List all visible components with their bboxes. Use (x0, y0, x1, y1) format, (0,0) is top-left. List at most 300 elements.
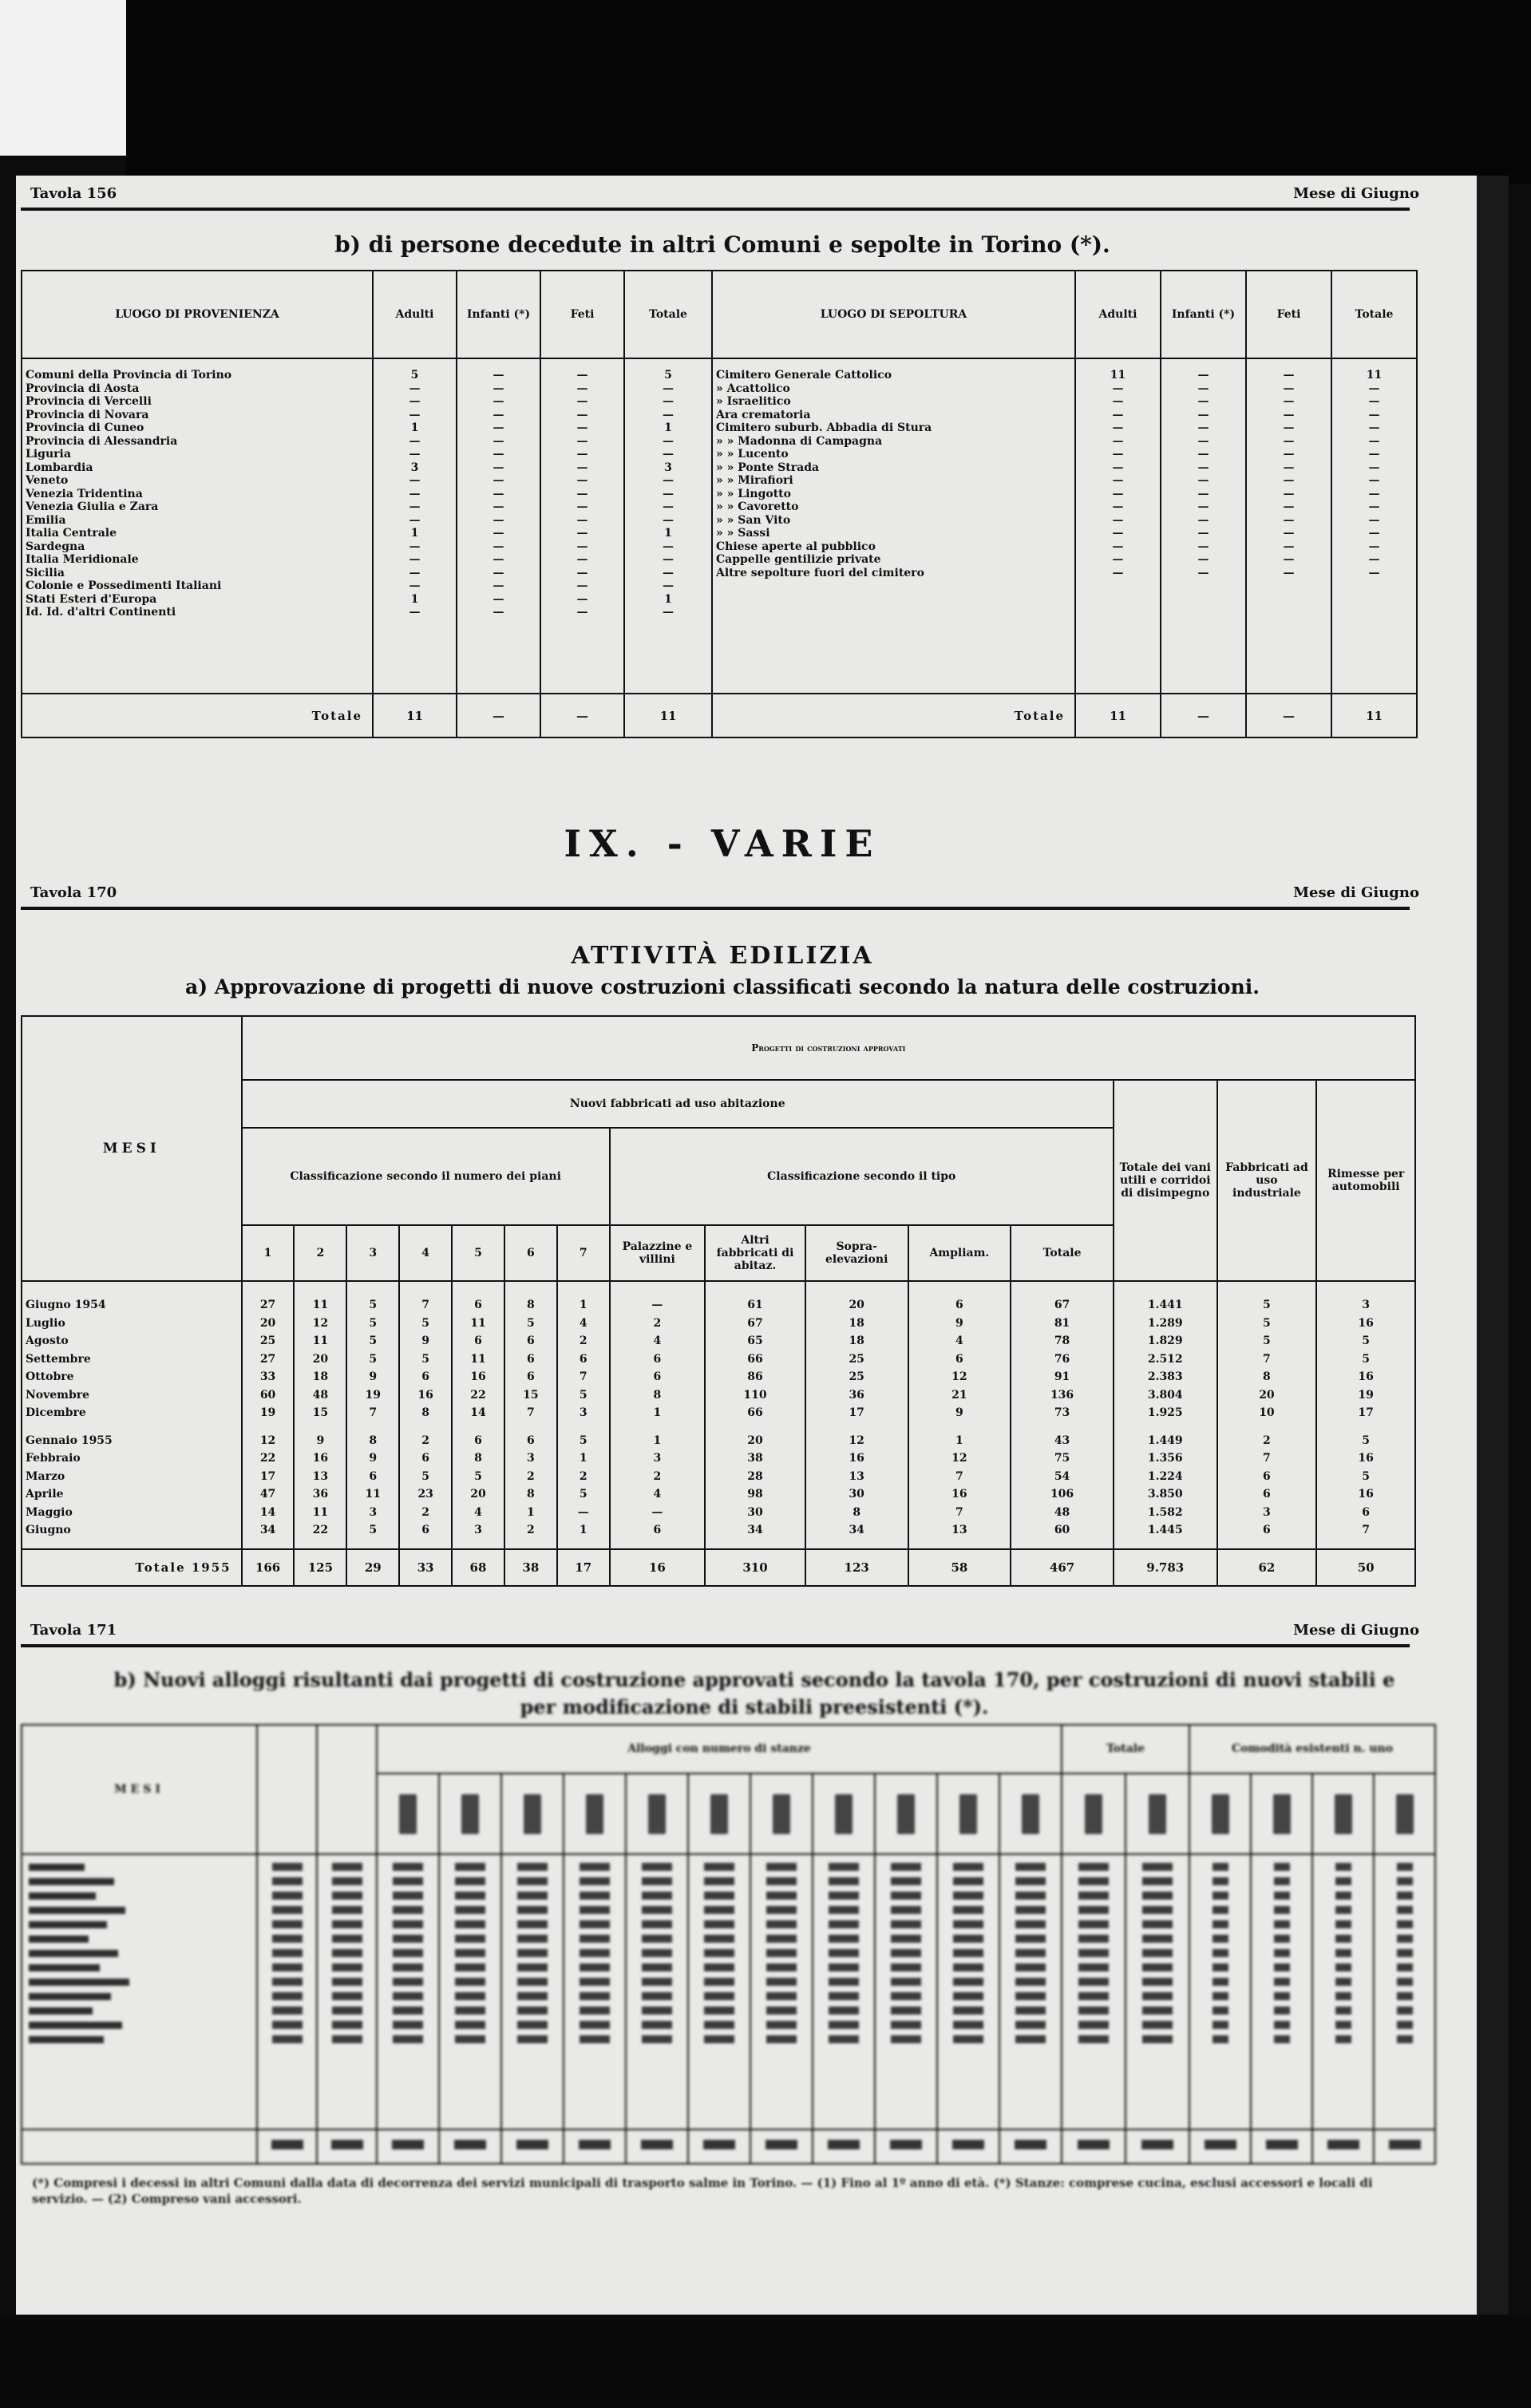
col-burial-adulti: Adulti (1075, 271, 1161, 358)
list-entry: Provincia di Novara (26, 408, 149, 421)
building-cell: 8 (1263, 1370, 1271, 1383)
building-cell: 1 (579, 1524, 587, 1536)
building-cell: 1.441 (1147, 1299, 1183, 1311)
building-cell: 1.289 (1147, 1316, 1183, 1330)
building-cell: 17 (259, 1469, 276, 1483)
building-cell: 5 (421, 1316, 429, 1330)
building-cell: 5 (369, 1352, 378, 1366)
dwellings-subheader-cell (377, 1773, 439, 1854)
dwellings-cell (750, 1854, 813, 2129)
building-cell: 6 (526, 1352, 535, 1366)
list-entry: — (1368, 408, 1380, 421)
dwellings-cell (257, 1854, 317, 2129)
list-entry: — (1197, 553, 1209, 566)
floor-4: 4 (399, 1225, 452, 1281)
building-value-column (1114, 1281, 1217, 1549)
building-cell: 1.829 (1147, 1334, 1183, 1347)
dwellings-subheader-cell (1126, 1773, 1189, 1854)
list-entry: — (1283, 434, 1295, 448)
new-buildings-header: Nuovi fabbricati ad uso abitazione (242, 1080, 1114, 1128)
origin-total-totale: 11 (624, 694, 712, 737)
building-cell: 9 (369, 1370, 378, 1383)
building-total-cell: 68 (452, 1549, 504, 1586)
vani-header: Totale dei vani utili e corridoi di disimpegno (1114, 1080, 1217, 1281)
dwellings-cell (688, 1854, 750, 2129)
list-entry: — (409, 395, 421, 408)
building-cell: 12 (259, 1433, 276, 1447)
list-entry: » » Sassi (716, 527, 770, 540)
table171-blurred-area (16, 1724, 1421, 2167)
building-cell: 11 (470, 1352, 486, 1366)
list-entry: — (1283, 395, 1295, 408)
building-total-cell: 166 (242, 1549, 295, 1586)
list-entry: — (409, 448, 421, 461)
dwellings-cell (22, 1854, 257, 2129)
building-cell: 1.582 (1147, 1505, 1183, 1519)
dwellings-total-row (22, 2129, 1435, 2164)
dwellings-cell (688, 2129, 750, 2164)
list-entry: — (1112, 500, 1124, 513)
list-entry: Chiese aperte al pubblico (716, 540, 876, 553)
list-entry: — (663, 566, 674, 579)
building-cell: 22 (259, 1452, 276, 1465)
list-entry: — (1283, 408, 1295, 421)
burial-total-infanti: — (1161, 694, 1246, 737)
dwellings-subheader-cell (875, 1773, 937, 1854)
list-entry: — (576, 513, 588, 527)
list-entry: Cimitero suburb. Abbadia di Stura (716, 421, 932, 434)
building-cell: 7 (421, 1299, 429, 1311)
building-cell: 60 (259, 1388, 276, 1402)
building-cell: 61 (747, 1299, 763, 1311)
list-entry: — (1283, 382, 1295, 395)
building-cell: 38 (747, 1452, 763, 1465)
list-entry: — (409, 434, 421, 448)
building-cell: 7 (526, 1406, 535, 1419)
floors-header: Classificazione secondo il numero dei piani (242, 1128, 610, 1225)
building-cell: 5 (579, 1388, 587, 1402)
origin-total-infanti: — (457, 694, 540, 737)
list-entry: — (409, 408, 421, 421)
building-cell: 8 (421, 1406, 429, 1419)
building-cell: 8 (653, 1388, 662, 1402)
building-cell: 22 (470, 1388, 486, 1402)
list-entry: — (576, 579, 588, 592)
floor-5: 5 (452, 1225, 504, 1281)
building-total-cell: 17 (557, 1549, 610, 1586)
col-origin-totale: Totale (624, 271, 712, 358)
building-cell: 1.224 (1147, 1469, 1183, 1483)
building-cell: 3 (579, 1406, 587, 1419)
dwellings-cell (1251, 1854, 1312, 2129)
type-altri: Altri fabbricati di abitaz. (705, 1225, 805, 1281)
building-cell: 17 (1358, 1406, 1374, 1419)
list-entry: » » Cavoretto (716, 500, 799, 513)
dwellings-cell (1062, 2129, 1126, 2164)
dwellings-col-b (317, 1725, 377, 1854)
dwellings-cell (1312, 1854, 1374, 2129)
building-cell: 7 (369, 1406, 378, 1419)
deaths-table (21, 270, 1418, 738)
building-cell: 12 (312, 1316, 329, 1330)
section-ix-title: IX. - VARIE (564, 822, 881, 865)
projects-header: Progetti di costruzioni approvati (242, 1016, 1415, 1080)
origin-adulti-values (373, 358, 457, 694)
list-entry: — (663, 434, 674, 448)
list-entry: 1 (410, 592, 419, 606)
building-cell: 8 (474, 1452, 482, 1465)
table171-header (30, 1622, 1419, 1639)
list-entry: » » Madonna di Campagna (716, 434, 883, 448)
dwellings-subheader-cell (999, 1773, 1062, 1854)
building-value-column (908, 1281, 1011, 1549)
building-cell: 1.925 (1147, 1406, 1183, 1419)
table171-label: Tavola 171 (30, 1622, 117, 1639)
building-cell: 6 (526, 1370, 535, 1383)
month-label: Mese di Giugno (1293, 185, 1419, 202)
burial-total-feti: — (1246, 694, 1331, 737)
list-entry: » Israelitico (716, 395, 791, 408)
building-value-column (1011, 1281, 1114, 1549)
origin-list (22, 358, 373, 694)
building-total-cell: 33 (399, 1549, 452, 1586)
list-entry: — (1197, 434, 1209, 448)
dwellings-cell (257, 2129, 317, 2164)
building-cell: 34 (849, 1524, 864, 1536)
list-entry: — (1283, 461, 1295, 474)
building-cell: 1 (579, 1452, 587, 1465)
page-header (30, 185, 1419, 202)
building-total-cell: 123 (805, 1549, 908, 1586)
list-entry: » » San Vito (716, 513, 791, 527)
list-entry: » » Lucento (716, 448, 789, 461)
list-entry: — (493, 461, 504, 474)
building-cell: — (577, 1505, 589, 1519)
building-cell: 2 (579, 1334, 587, 1347)
dwellings-cell (875, 2129, 937, 2164)
building-cell: 5 (526, 1316, 535, 1330)
list-entry: 1 (410, 421, 419, 434)
dwellings-cell (999, 2129, 1062, 2164)
month-label: Ottobre (26, 1370, 74, 1383)
building-total-cell: 62 (1217, 1549, 1317, 1586)
building-cell: 5 (369, 1524, 378, 1536)
list-entry: — (1283, 553, 1295, 566)
month-label: Novembre (26, 1388, 90, 1402)
table171-month: Mese di Giugno (1293, 1622, 1419, 1639)
list-entry: — (409, 487, 421, 500)
list-entry: — (663, 487, 674, 500)
table171-rule (21, 1644, 1410, 1647)
building-cell: 6 (474, 1299, 482, 1311)
building-cell: 136 (1050, 1388, 1074, 1402)
col-origin-adulti: Adulti (373, 271, 457, 358)
building-cell: 16 (1358, 1316, 1374, 1330)
building-table (21, 1015, 1416, 1587)
list-entry: — (409, 513, 421, 527)
building-cell: 5 (1362, 1352, 1370, 1366)
building-cell: 34 (259, 1524, 276, 1536)
list-entry: — (493, 395, 504, 408)
building-body (22, 1281, 1415, 1549)
building-cell: 47 (259, 1488, 276, 1501)
col-burial-infanti: Infanti (*) (1161, 271, 1246, 358)
building-cell: 1 (955, 1433, 963, 1447)
list-entry: 1 (664, 592, 672, 606)
building-cell: 5 (369, 1334, 378, 1347)
dwellings-cell (1374, 2129, 1435, 2164)
building-total-label: Totale 1955 (22, 1549, 242, 1586)
list-entry: — (409, 579, 421, 592)
building-cell: 3 (1362, 1299, 1370, 1311)
list-entry: Lombardia (26, 461, 93, 474)
list-entry: — (493, 434, 504, 448)
building-cell: 8 (369, 1433, 378, 1447)
list-entry: — (409, 553, 421, 566)
list-entry: — (1368, 487, 1380, 500)
list-entry: — (409, 500, 421, 513)
building-cell: 6 (526, 1334, 535, 1347)
list-entry: — (576, 500, 588, 513)
col-origin-feti: Feti (540, 271, 624, 358)
list-entry: — (1197, 513, 1209, 527)
building-cell: 20 (259, 1316, 276, 1330)
dwellings-cell (750, 2129, 813, 2164)
list-entry: Venezia Giulia e Zara (26, 500, 159, 513)
building-cell: 48 (1054, 1505, 1070, 1519)
origin-total-adulti: 11 (373, 694, 457, 737)
deaths-section-title: b) di persone decedute in altri Comuni e sepolte in Torino (*). (334, 231, 1110, 258)
type-villini: Palazzine e villini (610, 1225, 706, 1281)
building-cell: 28 (747, 1469, 763, 1483)
building-cell: 3 (653, 1452, 662, 1465)
list-entry: — (1197, 527, 1209, 540)
list-entry: — (409, 566, 421, 579)
dwellings-cell (564, 2129, 626, 2164)
dwellings-subheader-cell (1189, 1773, 1251, 1854)
building-cell: 25 (849, 1370, 864, 1383)
building-total-cell: 310 (705, 1549, 805, 1586)
list-entry: — (1112, 421, 1124, 434)
building-cell: 1 (579, 1299, 587, 1311)
list-entry: 5 (664, 369, 672, 382)
type-sopraelevazioni: Sopra-elevazioni (805, 1225, 908, 1281)
building-cell: 75 (1054, 1452, 1070, 1465)
building-cell: 5 (1362, 1469, 1370, 1483)
list-entry: Provincia di Vercelli (26, 395, 152, 408)
burial-infanti-values (1161, 358, 1246, 694)
list-entry: — (663, 500, 674, 513)
dwellings-services-header: Comodità esistenti n. uno (1189, 1725, 1435, 1773)
list-entry: — (576, 474, 588, 487)
dwellings-subheader-cell (1062, 1773, 1126, 1854)
list-entry: — (493, 566, 504, 579)
list-entry: — (1368, 540, 1380, 553)
dwellings-cell (501, 1854, 564, 2129)
list-entry: — (576, 553, 588, 566)
building-cell: 13 (312, 1469, 329, 1483)
building-cell: 16 (470, 1370, 486, 1383)
floor-7: 7 (557, 1225, 610, 1281)
list-entry: — (1197, 474, 1209, 487)
building-cell: 4 (579, 1316, 587, 1330)
origin-total-label: Totale (22, 694, 373, 737)
dwellings-cell (1126, 2129, 1189, 2164)
building-cell: 11 (470, 1316, 486, 1330)
building-cell: 98 (747, 1488, 763, 1501)
building-cell: 10 (1259, 1406, 1275, 1419)
dwellings-subheader-cell (1312, 1773, 1374, 1854)
building-value-column (705, 1281, 805, 1549)
list-entry: — (1368, 395, 1380, 408)
month-label: Aprile (26, 1488, 64, 1501)
dwellings-total-header: Totale (1062, 1725, 1189, 1773)
building-cell: 91 (1054, 1370, 1070, 1383)
table-number-label: Tavola 156 (30, 185, 117, 202)
dwellings-cell (317, 1854, 377, 2129)
dwellings-subheader-cell (750, 1773, 813, 1854)
building-cell: 6 (421, 1452, 429, 1465)
building-cell: 60 (1054, 1524, 1070, 1536)
building-cell: 12 (951, 1370, 967, 1383)
building-cell: 5 (1362, 1433, 1370, 1447)
list-entry: — (493, 513, 504, 527)
list-entry: — (493, 500, 504, 513)
month-label: Agosto (26, 1334, 69, 1347)
burial-total-totale: 11 (1331, 694, 1417, 737)
building-cell: 22 (312, 1524, 329, 1536)
list-entry: — (1112, 395, 1124, 408)
building-cell: 6 (1263, 1469, 1271, 1483)
dwellings-subheader-cell (1251, 1773, 1312, 1854)
list-entry: — (1197, 369, 1209, 382)
building-title: ATTIVITÀ EDILIZIA (571, 942, 874, 970)
dwellings-subheader-cell (813, 1773, 875, 1854)
list-entry: Sardegna (26, 540, 85, 553)
footnote: (*) Compresi i decessi in altri Comuni dalla data di decorrenza dei servizi municipali di trasporto salme in Torino. — (1) Fino al 1º anno di età. (*) Stanze: comprese cucina, esclusi accessori e locali di servizio. — (2) Compreso vani accessori. (32, 2176, 1373, 2206)
building-cell: 6 (474, 1334, 482, 1347)
type-totale: Totale (1011, 1225, 1114, 1281)
list-entry: » » Mirafiori (716, 474, 793, 487)
building-cell: 1 (653, 1406, 662, 1419)
building-cell: 5 (421, 1469, 429, 1483)
list-entry: — (493, 408, 504, 421)
scan-edge-bottom (0, 2315, 1531, 2408)
table170-header (30, 884, 1419, 901)
list-entry: — (663, 395, 674, 408)
building-cell: 8 (526, 1488, 535, 1501)
building-cell: 2 (653, 1469, 662, 1483)
building-cell: 7 (955, 1469, 963, 1483)
building-cell: 9 (955, 1406, 963, 1419)
list-entry: Veneto (26, 474, 69, 487)
building-cell: 16 (951, 1488, 967, 1501)
building-cell: 13 (951, 1524, 967, 1536)
list-entry: — (576, 461, 588, 474)
months-header: MESI (22, 1016, 242, 1281)
building-total-cell: 467 (1011, 1549, 1114, 1586)
list-entry: — (1112, 382, 1124, 395)
list-entry: 1 (410, 527, 419, 540)
dwellings-cell (626, 2129, 688, 2164)
building-cell: 3 (526, 1452, 535, 1465)
month-label: Giugno (26, 1524, 71, 1536)
list-entry: — (1368, 382, 1380, 395)
col-burial-feti: Feti (1246, 271, 1331, 358)
list-entry: — (663, 540, 674, 553)
dwellings-cell (1062, 1854, 1126, 2129)
building-cell: 27 (259, 1352, 276, 1366)
building-cell: 2.383 (1147, 1370, 1183, 1383)
table171-title: b) Nuovi alloggi risultanti dai progetti di costruzione approvati secondo la tavola 170, per costruzioni di nuovi stabili e per modificazione di stabili preesistenti (*). (113, 1668, 1395, 1718)
building-cell: 36 (849, 1388, 864, 1402)
building-cell: 2 (421, 1433, 429, 1447)
list-entry: — (1283, 474, 1295, 487)
building-cell: 54 (1054, 1469, 1070, 1483)
building-cell: 18 (849, 1334, 864, 1347)
dwellings-cell (1189, 2129, 1251, 2164)
month-label: Settembre (26, 1352, 91, 1366)
list-entry: — (576, 421, 588, 434)
building-cell: 73 (1054, 1406, 1070, 1419)
building-cell: 5 (1362, 1334, 1370, 1347)
list-entry: Sicilia (26, 566, 65, 579)
building-cell: 5 (369, 1316, 378, 1330)
list-entry: — (1112, 408, 1124, 421)
dwellings-body-row (22, 1854, 1435, 2129)
list-entry: — (493, 553, 504, 566)
building-cell: 20 (470, 1488, 486, 1501)
building-cell: 11 (312, 1299, 329, 1311)
building-value-column (242, 1281, 295, 1549)
list-entry: — (1197, 448, 1209, 461)
building-cell: 86 (747, 1370, 763, 1383)
building-cell: 19 (365, 1388, 382, 1402)
building-value-column (557, 1281, 610, 1549)
building-cell: 9 (369, 1452, 378, 1465)
type-ampliamenti: Ampliam. (908, 1225, 1011, 1281)
dwellings-cell (377, 2129, 439, 2164)
month-label: Luglio (26, 1316, 65, 1330)
building-cell: 1 (653, 1433, 662, 1447)
origin-total-feti: — (540, 694, 624, 737)
list-entry: — (493, 382, 504, 395)
list-entry: — (1197, 566, 1209, 579)
table170-label: Tavola 170 (30, 884, 117, 901)
building-cell: 19 (1358, 1388, 1374, 1402)
building-value-column (504, 1281, 557, 1549)
building-cell: 7 (579, 1370, 587, 1383)
building-cell: 1.445 (1147, 1524, 1183, 1536)
building-cell: 2 (421, 1505, 429, 1519)
building-cell: 11 (365, 1488, 382, 1501)
list-entry: Colonie e Possedimenti Italiani (26, 579, 222, 592)
building-cell: 76 (1054, 1352, 1070, 1366)
building-cell: 1 (526, 1505, 535, 1519)
building-cell: 2 (526, 1524, 535, 1536)
building-total-cell: 50 (1316, 1549, 1415, 1586)
building-cell: 6 (1362, 1505, 1370, 1519)
building-cell: 3.804 (1147, 1388, 1183, 1402)
building-cell: 34 (747, 1524, 763, 1536)
list-entry: Venezia Tridentina (26, 487, 143, 500)
building-cell: 5 (1263, 1316, 1271, 1330)
list-entry: 5 (410, 369, 419, 382)
list-entry: — (576, 408, 588, 421)
list-entry: — (1283, 513, 1295, 527)
building-cell: 16 (849, 1452, 864, 1465)
header-rule (21, 208, 1410, 211)
